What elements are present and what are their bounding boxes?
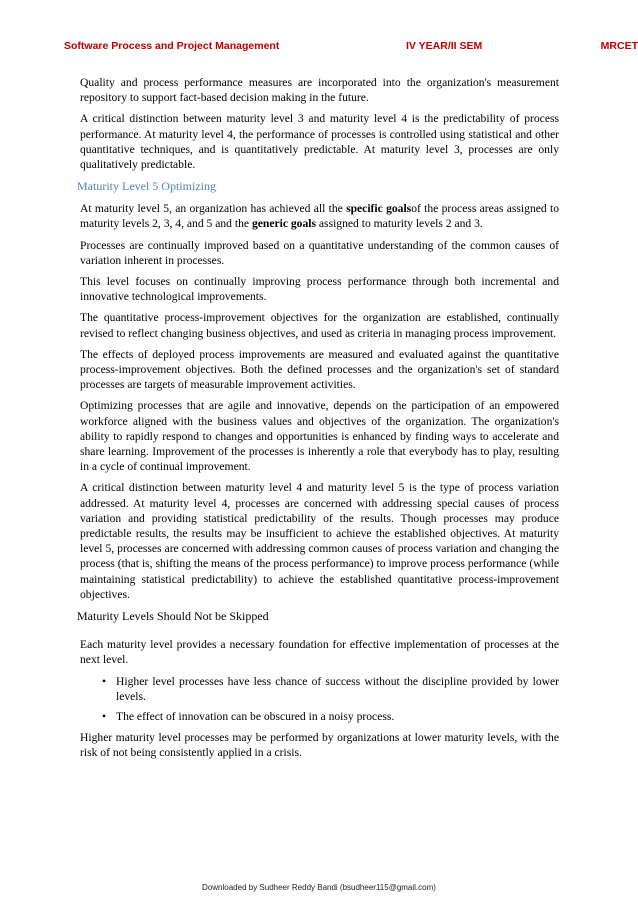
- bullet-icon: •: [102, 674, 107, 688]
- header-year-semester: IV YEAR/II SEM: [406, 40, 483, 52]
- header-course-title: Software Process and Project Management: [64, 40, 280, 52]
- paragraph-improvement-objectives: The quantitative process-improvement objectives for the organization are established, continually revised to reflect changing business objectives, and used as criteria in managing process improvement.: [80, 311, 559, 340]
- header-college: MRCET: [600, 40, 638, 52]
- paragraph-level4-vs-level5: A critical distinction between maturity level 4 and maturity level 5 is the type of process variation addressed. At maturity level 4, processes are concerned with addressing special causes of process variation and providing statistical predictability of the results. Though processes may produce predictable results, the results may be insufficient to achieve the established objectives. At maturity level 5, processes are concerned with addressing common causes of process variation and changing the process (that is, shifting the means of the process performance) to improve process performance (while maintaining statistical predictability) to achieve the established quantitative process-improvement objectives.: [80, 481, 559, 601]
- list-item: [80, 709, 559, 724]
- paragraph-higher-maturity: Higher maturity level processes may be performed by organizations at lower maturity levels, with the risk of not being consistently applied in a crisis.: [80, 731, 559, 760]
- heading-levels-not-skipped: Maturity Levels Should Not be Skipped: [77, 609, 269, 624]
- bullet-list: [80, 674, 559, 725]
- paragraph-optimizing-processes: Optimizing processes that are agile and innovative, depends on the participation of an empowered workforce aligned with the business values and objectives of the organization. The organization's ability to rapidly respond to changes and opportunities is enhanced by finding ways to accelerate and share learning. Improvement of the processes is inherently a role that everybody has to play, resulting in a cycle of continual improvement.: [80, 399, 559, 474]
- bold-generic-goals: generic goals: [251, 217, 317, 231]
- paragraph-level-focus: This level focuses on continually improving process performance through both incremental and innovative technological improvements.: [80, 275, 559, 304]
- bullet-icon: •: [102, 709, 107, 723]
- list-item: [80, 674, 559, 704]
- footer-download-note: Downloaded by Sudheer Reddy Bandi (bsudheer115@gmail.com): [202, 883, 436, 892]
- paragraph-measurement-repository: Quality and process performance measures are incorporated into the organization's measurement repository to support fact-based decision making in the future.: [80, 76, 559, 105]
- document-body: [77, 75, 559, 767]
- bold-specific-goals: specific goals: [346, 202, 412, 216]
- paragraph-level3-vs-level4: A critical distinction between maturity level 3 and maturity level 4 is the predictability of process performance. At maturity level 4, the performance of processes is controlled using statistical and other quantitative techniques, and is quantitatively predictable. At maturity level 3, processes are only qualitatively predictable.: [80, 112, 559, 172]
- heading-maturity-level-5: Maturity Level 5 Optimizing: [77, 179, 216, 194]
- page-header: [64, 40, 638, 56]
- list-item-text: The effect of innovation can be obscured in a noisy process.: [116, 709, 395, 723]
- paragraph-level5-goals: [80, 201, 559, 231]
- text-span: assigned to maturity levels 2 and 3.: [316, 217, 483, 231]
- text-span: At maturity level 5, an organization has achieved all the: [80, 202, 347, 216]
- paragraph-deployed-improvements: The effects of deployed process improvements are measured and evaluated against the quantitative process-improvement objectives. Both the defined processes and the organization's set of standard processes are targets of measurable improvement activities.: [80, 347, 559, 392]
- text-span: of the process areas assigned to maturity levels 2, 3, 4, and 5 and the: [80, 202, 559, 231]
- list-item-text: Higher level processes have less chance of success without the discipline provided by lower levels.: [116, 674, 559, 703]
- paragraph-continual-improvement: Processes are continually improved based on a quantitative understanding of the common causes of variation inherent in processes.: [80, 238, 559, 267]
- paragraph-foundation: Each maturity level provides a necessary foundation for effective implementation of processes at the next level.: [80, 638, 559, 667]
